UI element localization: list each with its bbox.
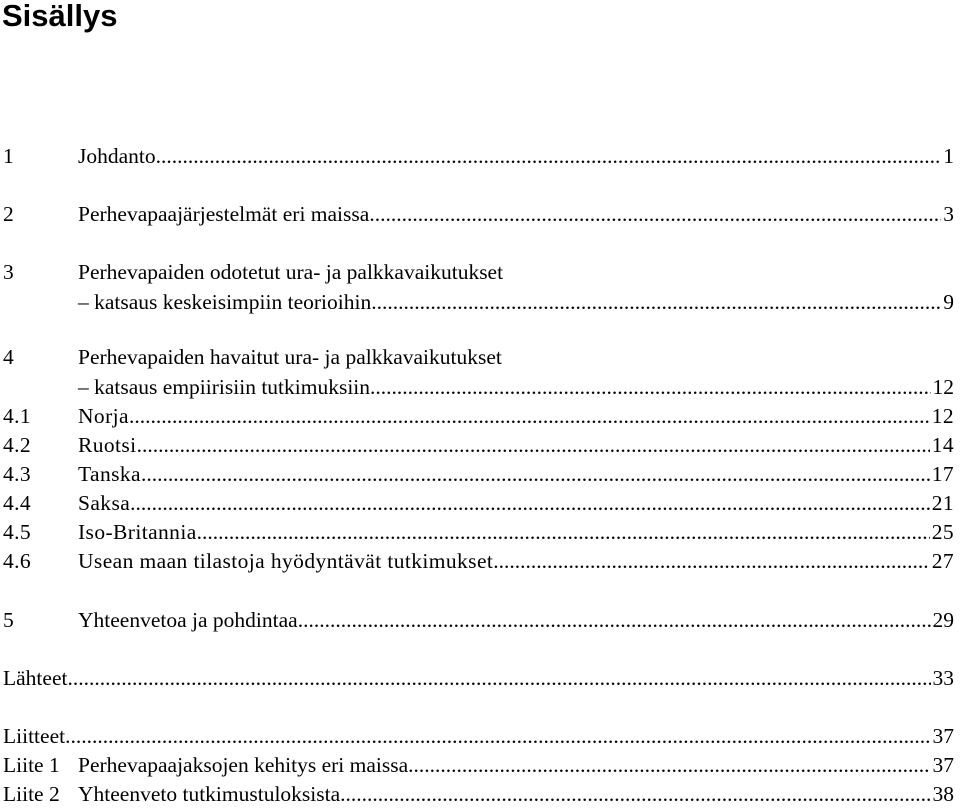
toc-page-number: 29 — [932, 608, 954, 632]
toc-page-number: 17 — [931, 462, 954, 486]
toc-entry-4[interactable] — [3, 342, 502, 372]
toc-title: Saksa — [78, 491, 131, 515]
toc-entry-liite-1[interactable] — [3, 750, 954, 780]
toc-number: 4.1 — [3, 404, 32, 428]
toc-leader-dots — [129, 401, 930, 431]
toc-leader-dots — [130, 488, 930, 518]
toc-title: Yhteenveto tutkimustuloksista — [78, 782, 341, 806]
toc-subtitle: – katsaus keskeisimpiin teorioihin — [78, 290, 372, 314]
toc-page-number: 27 — [931, 549, 954, 573]
toc-number: 4.4 — [3, 491, 32, 515]
toc-leader-dots — [137, 430, 930, 460]
toc-title: Perhevapaajaksojen kehitys eri maissa — [78, 753, 409, 777]
toc-entry-2[interactable] — [3, 199, 954, 229]
toc-leader-dots — [197, 517, 930, 547]
toc-title: Perhevapaajärjestelmät eri maissa — [78, 202, 370, 226]
toc-title: Lähteet — [3, 666, 68, 690]
page-title: Sisällys — [2, 0, 118, 33]
toc-title: Iso-Britannia — [78, 520, 197, 544]
toc-title: Tanska — [78, 462, 141, 486]
toc-title: Ruotsi — [78, 433, 137, 457]
toc-number: 1 — [3, 144, 14, 168]
toc-page-number: 12 — [932, 375, 954, 399]
toc-page-number: 37 — [932, 724, 954, 748]
toc-leader-dots — [340, 779, 930, 809]
toc-entry-4-5[interactable] — [3, 517, 954, 547]
toc-number: 4.5 — [3, 520, 32, 544]
toc-entry-4-4[interactable] — [3, 488, 954, 518]
toc-entry-4-1[interactable] — [3, 401, 954, 431]
toc-page-number: 38 — [932, 782, 954, 806]
toc-page-number: 21 — [931, 491, 954, 515]
toc-title: Liitteet — [3, 724, 66, 748]
toc-number: 4.3 — [3, 462, 32, 486]
toc-entry-4-3[interactable] — [3, 459, 954, 489]
toc-title: Perhevapaiden odotetut ura- ja palkkavaikutukset — [78, 260, 504, 284]
toc-leader-dots — [156, 141, 942, 171]
toc-leader-dots — [141, 459, 930, 489]
toc-entry-3-continuation[interactable] — [78, 287, 954, 317]
toc-entry-1[interactable] — [3, 141, 954, 171]
toc-leader-dots — [65, 721, 930, 751]
toc-entry-3[interactable] — [3, 257, 503, 287]
toc-number: Liite 1 — [3, 753, 60, 777]
toc-title: Perhevapaiden havaitut ura- ja palkkavaikutukset — [78, 345, 502, 369]
toc-number: 5 — [3, 608, 14, 632]
toc-page-number: 33 — [932, 666, 954, 690]
toc-number: 4.6 — [3, 549, 32, 573]
toc-page-number: 1 — [943, 144, 954, 168]
toc-title: Usean maan tilastoja hyödyntävät tutkimukset — [78, 549, 494, 573]
toc-number: 4.2 — [3, 433, 32, 457]
toc-leader-dots — [493, 546, 929, 576]
toc-leader-dots — [369, 199, 941, 229]
toc-page-number: 12 — [931, 404, 954, 428]
toc-entry-4-continuation[interactable] — [78, 372, 954, 402]
toc-number: 3 — [3, 260, 14, 284]
toc-leader-dots — [370, 372, 930, 402]
toc-number: 4 — [3, 345, 14, 369]
toc-leader-dots — [298, 605, 931, 635]
toc-page-number: 37 — [932, 753, 954, 777]
toc-entry-liitteet[interactable] — [3, 721, 954, 751]
toc-title: Yhteenvetoa ja pohdintaa — [78, 608, 298, 632]
toc-entry-4-2[interactable] — [3, 430, 954, 460]
toc-leader-dots — [408, 750, 930, 780]
toc-page-number: 25 — [931, 520, 954, 544]
toc-entry-5[interactable] — [3, 605, 954, 635]
toc-page-number: 9 — [943, 290, 954, 314]
toc-subtitle: – katsaus empiirisiin tutkimuksiin — [78, 375, 371, 399]
toc-number: Liite 2 — [3, 782, 60, 806]
toc-leader-dots — [371, 287, 941, 317]
toc-page-number: 14 — [931, 433, 954, 457]
toc-title: Johdanto — [78, 144, 156, 168]
toc-number: 2 — [3, 202, 14, 226]
toc-leader-dots — [67, 663, 930, 693]
toc-entry-lahteet[interactable] — [3, 663, 954, 693]
toc-entry-4-6[interactable] — [3, 546, 954, 576]
toc-title: Norja — [78, 404, 129, 428]
toc-entry-liite-2[interactable] — [3, 779, 954, 809]
toc-page-number: 3 — [943, 202, 954, 226]
